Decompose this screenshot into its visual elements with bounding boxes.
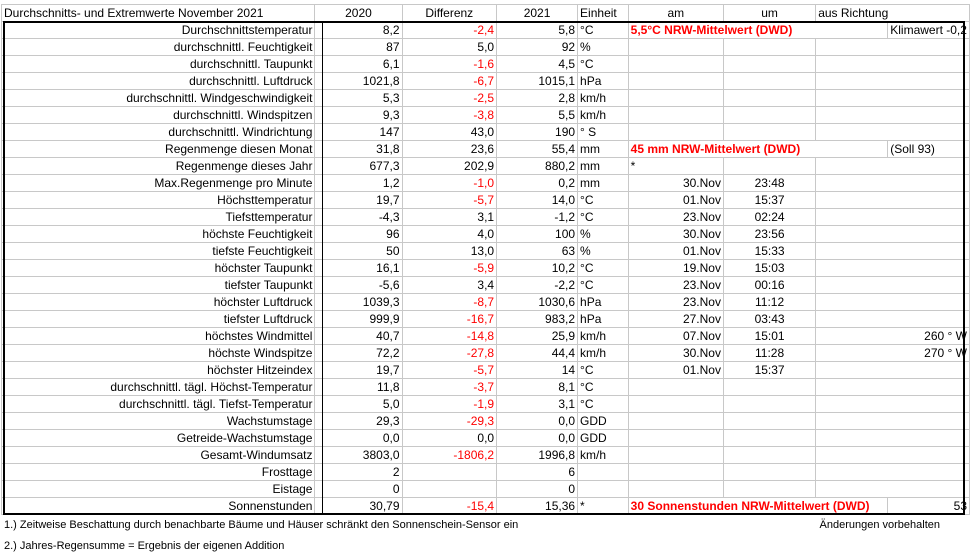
value-differenz[interactable]: -15,4 [402,498,497,515]
value-2020[interactable]: 19,7 [315,192,402,209]
value-einheit[interactable]: km/h [578,447,629,464]
value-2021[interactable]: 8,1 [497,379,578,396]
value-richtung[interactable] [816,90,970,107]
row-label[interactable]: höchster Luftdruck [2,294,315,311]
value-2021[interactable]: 2,8 [497,90,578,107]
value-differenz[interactable]: 3,4 [402,277,497,294]
value-differenz[interactable]: 5,0 [402,39,497,56]
row-label[interactable]: Regenmenge diesen Monat [2,141,315,158]
value-am[interactable]: 23.Nov [628,294,723,311]
value-richtung[interactable] [816,277,970,294]
table-row [2,175,970,192]
value-2021[interactable]: 25,9 [497,328,578,345]
value-um[interactable]: 15:37 [723,362,815,379]
value-differenz[interactable]: -5,7 [402,192,497,209]
value-2021[interactable]: 6 [497,464,578,481]
value-2021[interactable]: 10,2 [497,260,578,277]
table-row [2,243,970,260]
value-um[interactable] [723,413,815,430]
table-row [2,209,970,226]
value-einheit[interactable]: GDD [578,413,629,430]
table-row [2,396,970,413]
value-richtung[interactable]: 260 ° W [816,328,970,345]
value-richtung[interactable] [816,430,970,447]
value-einheit[interactable]: * [578,498,629,515]
value-differenz[interactable]: 0,0 [402,430,497,447]
value-richtung[interactable] [816,73,970,90]
value-2020[interactable]: 0 [315,481,402,498]
value-differenz[interactable]: -1,0 [402,175,497,192]
row-label[interactable]: Gesamt-Windumsatz [2,447,315,464]
value-richtung[interactable] [816,379,970,396]
value-richtung[interactable] [816,481,970,498]
table-row [2,277,970,294]
value-richtung[interactable] [816,56,970,73]
value-um[interactable]: 11:28 [723,345,815,362]
value-2020[interactable]: 2 [315,464,402,481]
value-2020[interactable]: 30,79 [315,498,402,515]
table-row [2,498,970,515]
value-um[interactable] [723,124,815,141]
value-am[interactable] [628,56,723,73]
header-2021[interactable]: 2021 [497,5,578,22]
note-cell[interactable]: 45 mm NRW-Mittelwert (DWD) [628,141,888,158]
value-2020[interactable]: 5,0 [315,396,402,413]
value-einheit[interactable]: mm [578,175,629,192]
value-2021[interactable]: 0 [497,481,578,498]
value-richtung[interactable]: 270 ° W [816,345,970,362]
value-am[interactable] [628,447,723,464]
value-2020[interactable]: 999,9 [315,311,402,328]
value-am[interactable]: 01.Nov [628,192,723,209]
value-2021[interactable]: 0,0 [497,430,578,447]
value-differenz[interactable]: -5,7 [402,362,497,379]
table-row [2,328,970,345]
header-richtung[interactable]: aus Richtung [816,5,970,22]
table-row [2,22,970,39]
row-label[interactable]: durchschnittl. tägl. Tiefst-Temperatur [2,396,315,413]
row-label[interactable]: Tiefsttemperatur [2,209,315,226]
row-label[interactable]: durchschnittl. Taupunkt [2,56,315,73]
value-einheit[interactable]: km/h [578,90,629,107]
table-row [2,39,970,56]
table-row [2,124,970,141]
row-label[interactable]: höchste Windspitze [2,345,315,362]
value-am[interactable]: 23.Nov [628,209,723,226]
table-row [2,464,970,481]
value-am[interactable] [628,39,723,56]
value-richtung[interactable] [816,158,970,175]
row-label[interactable]: Eistage [2,481,315,498]
value-um[interactable] [723,464,815,481]
value-differenz[interactable]: -5,9 [402,260,497,277]
value-um[interactable]: 15:01 [723,328,815,345]
note-cell[interactable]: 5,5°C NRW-Mittelwert (DWD) [628,22,888,39]
value-am[interactable] [628,413,723,430]
value-2020[interactable]: 40,7 [315,328,402,345]
value-differenz[interactable]: -29,3 [402,413,497,430]
value-einheit[interactable]: mm [578,158,629,175]
value-2020[interactable]: 16,1 [315,260,402,277]
table-row [2,260,970,277]
value-einheit[interactable] [578,464,629,481]
value-einheit[interactable]: % [578,39,629,56]
value-2020[interactable]: 1021,8 [315,73,402,90]
table-row [2,158,970,175]
value-am[interactable] [628,73,723,90]
value-2021[interactable]: -2,2 [497,277,578,294]
value-2021[interactable]: 1015,1 [497,73,578,90]
value-2020[interactable]: 677,3 [315,158,402,175]
value-richtung[interactable] [816,413,970,430]
table-row [2,311,970,328]
value-differenz[interactable]: -16,7 [402,311,497,328]
value-2020[interactable]: 50 [315,243,402,260]
value-2021[interactable]: 44,4 [497,345,578,362]
value-am[interactable]: 30.Nov [628,175,723,192]
header-2020[interactable]: 2020 [315,5,402,22]
table-row [2,345,970,362]
row-label[interactable]: Frosttage [2,464,315,481]
value-am[interactable] [628,379,723,396]
value-einheit[interactable]: hPa [578,73,629,90]
row-label[interactable]: höchste Feuchtigkeit [2,226,315,243]
value-differenz[interactable]: -1806,2 [402,447,497,464]
value-2021[interactable]: 3,1 [497,396,578,413]
value-richtung[interactable] [816,362,970,379]
value-am[interactable]: 19.Nov [628,260,723,277]
value-einheit[interactable]: °C [578,277,629,294]
value-2020[interactable]: 5,3 [315,90,402,107]
value-einheit[interactable]: km/h [578,345,629,362]
value-2021[interactable]: 5,8 [497,22,578,39]
value-2021[interactable]: 1030,6 [497,294,578,311]
value-um[interactable] [723,379,815,396]
value-2020[interactable]: 11,8 [315,379,402,396]
row-label[interactable]: höchstes Windmittel [2,328,315,345]
table-row [2,430,970,447]
value-einheit[interactable]: % [578,226,629,243]
value-um[interactable]: 23:56 [723,226,815,243]
value-um[interactable]: 03:43 [723,311,815,328]
value-um[interactable]: 15:03 [723,260,815,277]
value-differenz[interactable]: -14,8 [402,328,497,345]
row-label[interactable]: tiefster Taupunkt [2,277,315,294]
value-richtung[interactable] [816,209,970,226]
row-label[interactable]: durchschnittl. Windgeschwindigkeit [2,90,315,107]
value-2021[interactable]: 983,2 [497,311,578,328]
table-title[interactable]: Durchschnitts- und Extremwerte November 2021 [2,5,315,22]
value-um[interactable] [723,56,815,73]
value-um[interactable]: 23:48 [723,175,815,192]
value-um[interactable] [723,107,815,124]
value-differenz[interactable]: 3,1 [402,209,497,226]
value-2020[interactable]: -4,3 [315,209,402,226]
value-einheit[interactable]: °C [578,396,629,413]
value-am[interactable] [628,464,723,481]
weather-table [1,4,970,515]
table-row [2,447,970,464]
value-differenz[interactable]: -3,7 [402,379,497,396]
value-richtung[interactable]: (Soll 93) [888,141,970,158]
value-differenz[interactable]: -27,8 [402,345,497,362]
table-row [2,226,970,243]
value-differenz[interactable]: 202,9 [402,158,497,175]
header-um[interactable]: um [723,5,815,22]
value-richtung[interactable] [816,396,970,413]
footnote-1: 1.) Zeitweise Beschattung durch benachbarte Bäume und Häuser schränkt den Sonnenschein-Sensor ein [4,519,519,531]
value-2021[interactable]: 0,2 [497,175,578,192]
value-differenz[interactable]: -3,8 [402,107,497,124]
value-richtung[interactable] [816,175,970,192]
value-2020[interactable]: 19,7 [315,362,402,379]
value-differenz[interactable] [402,464,497,481]
value-einheit[interactable]: °C [578,192,629,209]
value-richtung[interactable] [816,311,970,328]
table-row [2,73,970,90]
value-einheit[interactable]: °C [578,56,629,73]
value-2020[interactable]: 9,3 [315,107,402,124]
table-row [2,90,970,107]
value-richtung[interactable] [816,107,970,124]
value-2021[interactable]: -1,2 [497,209,578,226]
value-2020[interactable]: 3803,0 [315,447,402,464]
value-um[interactable] [723,90,815,107]
value-2020[interactable]: 1039,3 [315,294,402,311]
value-einheit[interactable]: % [578,243,629,260]
value-richtung[interactable] [816,447,970,464]
value-einheit[interactable]: °C [578,260,629,277]
value-einheit[interactable]: °C [578,379,629,396]
value-2020[interactable]: 31,8 [315,141,402,158]
value-2020[interactable]: 0,0 [315,430,402,447]
row-label[interactable]: Max.Regenmenge pro Minute [2,175,315,192]
row-label[interactable]: höchster Hitzeindex [2,362,315,379]
value-um[interactable]: 15:37 [723,192,815,209]
value-richtung[interactable] [816,124,970,141]
value-2021[interactable]: 92 [497,39,578,56]
value-einheit[interactable] [578,481,629,498]
header-am[interactable]: am [628,5,723,22]
note-cell[interactable]: 30 Sonnenstunden NRW-Mittelwert (DWD) [628,498,888,515]
footnote-changes: Änderungen vorbehalten [819,519,940,531]
value-2020[interactable]: 96 [315,226,402,243]
value-richtung[interactable]: 53 [888,498,970,515]
value-am[interactable]: 30.Nov [628,226,723,243]
value-einheit[interactable]: km/h [578,328,629,345]
value-differenz[interactable]: 13,0 [402,243,497,260]
value-differenz[interactable]: 23,6 [402,141,497,158]
value-einheit[interactable]: hPa [578,294,629,311]
value-2020[interactable]: 8,2 [315,22,402,39]
value-differenz[interactable]: -1,6 [402,56,497,73]
value-2021[interactable]: 5,5 [497,107,578,124]
row-label[interactable]: tiefster Luftdruck [2,311,315,328]
value-2020[interactable]: 6,1 [315,56,402,73]
value-richtung[interactable] [816,226,970,243]
row-label[interactable]: Höchsttemperatur [2,192,315,209]
value-um[interactable] [723,73,815,90]
header-einheit[interactable]: Einheit [578,5,629,22]
value-richtung[interactable] [816,243,970,260]
value-um[interactable] [723,158,815,175]
value-2021[interactable]: 14 [497,362,578,379]
value-am[interactable] [628,430,723,447]
value-2021[interactable]: 100 [497,226,578,243]
value-2021[interactable]: 190 [497,124,578,141]
value-am[interactable]: 01.Nov [628,362,723,379]
value-differenz[interactable] [402,481,497,498]
value-am[interactable]: * [628,158,723,175]
value-am[interactable] [628,396,723,413]
value-2020[interactable]: 87 [315,39,402,56]
table-row [2,141,970,158]
value-um[interactable]: 15:33 [723,243,815,260]
row-label[interactable]: Regenmenge dieses Jahr [2,158,315,175]
value-2021[interactable]: 15,36 [497,498,578,515]
value-richtung[interactable] [816,260,970,277]
row-label[interactable]: durchschnittl. Luftdruck [2,73,315,90]
value-am[interactable]: 23.Nov [628,277,723,294]
value-um[interactable] [723,39,815,56]
row-label[interactable]: Wachstumstage [2,413,315,430]
value-einheit[interactable]: °C [578,22,629,39]
value-2020[interactable]: 147 [315,124,402,141]
value-am[interactable]: 30.Nov [628,345,723,362]
value-um[interactable] [723,481,815,498]
table-row [2,192,970,209]
row-label[interactable]: Sonnenstunden [2,498,315,515]
value-differenz[interactable]: -8,7 [402,294,497,311]
value-um[interactable]: 00:16 [723,277,815,294]
value-2020[interactable]: 29,3 [315,413,402,430]
value-einheit[interactable]: hPa [578,311,629,328]
value-2021[interactable]: 63 [497,243,578,260]
value-am[interactable]: 01.Nov [628,243,723,260]
row-label[interactable]: durchschnittl. Windspitzen [2,107,315,124]
footnote-2: 2.) Jahres-Regensumme = Ergebnis der eigenen Addition [4,540,285,552]
value-2021[interactable]: 55,4 [497,141,578,158]
value-richtung[interactable] [816,39,970,56]
value-einheit[interactable]: ° S [578,124,629,141]
value-einheit[interactable]: km/h [578,107,629,124]
value-2020[interactable]: 1,2 [315,175,402,192]
value-um[interactable] [723,396,815,413]
row-label[interactable]: tiefste Feuchtigkeit [2,243,315,260]
value-am[interactable] [628,481,723,498]
value-2020[interactable]: -5,6 [315,277,402,294]
row-label[interactable]: durchschnittl. Feuchtigkeit [2,39,315,56]
value-2021[interactable]: 0,0 [497,413,578,430]
header-differenz[interactable]: Differenz [402,5,497,22]
value-um[interactable]: 11:12 [723,294,815,311]
table-row [2,481,970,498]
value-richtung[interactable]: Klimawert -0,2 [888,22,970,39]
table-row [2,56,970,73]
value-2021[interactable]: 4,5 [497,56,578,73]
value-einheit[interactable]: °C [578,209,629,226]
value-einheit[interactable]: GDD [578,430,629,447]
table-row [2,413,970,430]
value-einheit[interactable]: mm [578,141,629,158]
value-richtung[interactable] [816,192,970,209]
row-label[interactable]: durchschnittl. tägl. Höchst-Temperatur [2,379,315,396]
header-row [2,5,970,22]
value-richtung[interactable] [816,464,970,481]
value-am[interactable]: 07.Nov [628,328,723,345]
value-am[interactable] [628,90,723,107]
table-row [2,294,970,311]
value-am[interactable] [628,107,723,124]
value-um[interactable]: 02:24 [723,209,815,226]
value-differenz[interactable]: -2,4 [402,22,497,39]
table-row [2,107,970,124]
table-row [2,379,970,396]
value-um[interactable] [723,430,815,447]
value-einheit[interactable]: °C [578,362,629,379]
row-label[interactable]: Durchschnittstemperatur [2,22,315,39]
row-label[interactable]: Getreide-Wachstumstage [2,430,315,447]
value-am[interactable] [628,124,723,141]
value-differenz[interactable]: 4,0 [402,226,497,243]
value-differenz[interactable]: 43,0 [402,124,497,141]
row-label[interactable]: höchster Taupunkt [2,260,315,277]
value-differenz[interactable]: -6,7 [402,73,497,90]
value-2021[interactable]: 880,2 [497,158,578,175]
value-2021[interactable]: 14,0 [497,192,578,209]
value-um[interactable] [723,447,815,464]
value-2021[interactable]: 1996,8 [497,447,578,464]
value-am[interactable]: 27.Nov [628,311,723,328]
value-2020[interactable]: 72,2 [315,345,402,362]
value-differenz[interactable]: -2,5 [402,90,497,107]
value-richtung[interactable] [816,294,970,311]
row-label[interactable]: durchschnittl. Windrichtung [2,124,315,141]
value-differenz[interactable]: -1,9 [402,396,497,413]
table-row [2,362,970,379]
